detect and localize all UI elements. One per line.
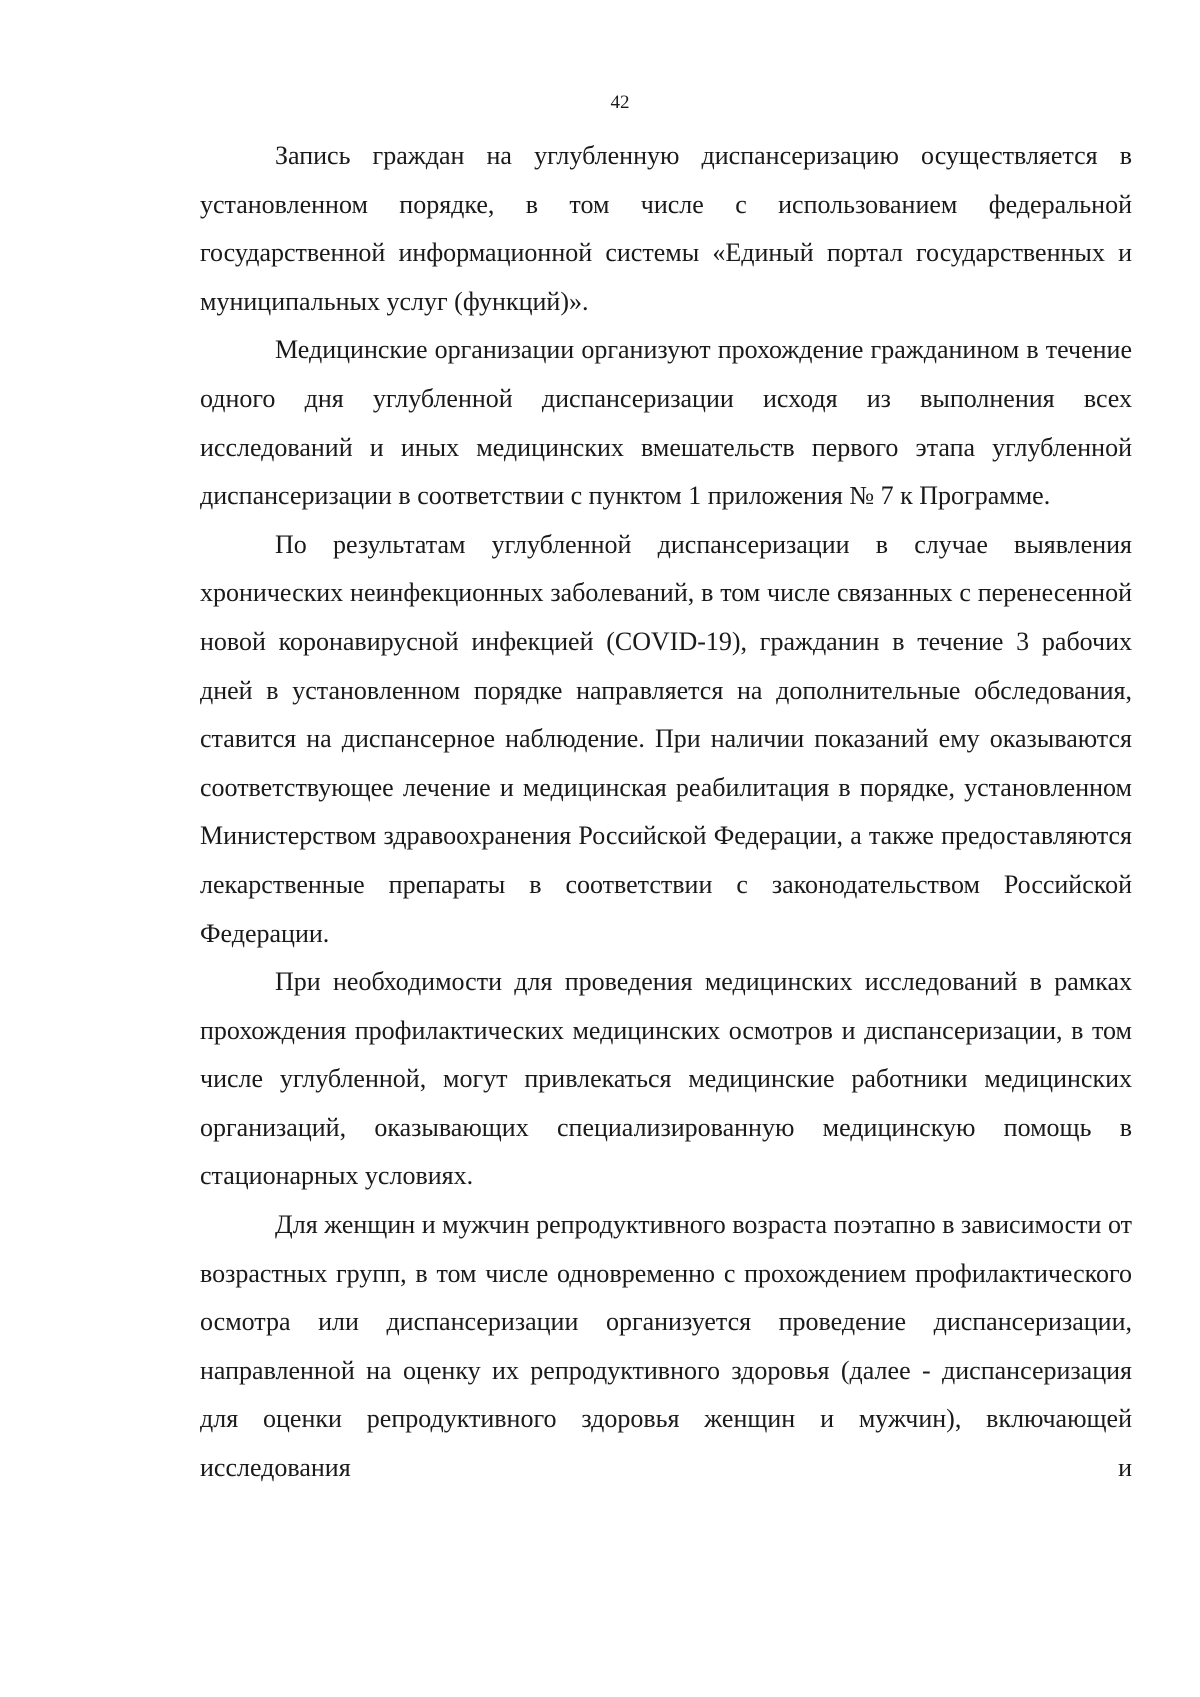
document-body <box>200 132 1132 1493</box>
paragraph-registration: Запись граждан на углубленную диспансеризацию осуществляется в установленном порядке, в том числе с использованием федеральной государственной информационной системы «Единый портал государственных и муниципальных услуг (функций)». <box>200 141 1132 316</box>
paragraph-results-followup: По результатам углубленной диспансеризации в случае выявления хронических неинфекционных заболеваний, в том числе связанных с перенесенной новой коронавирусной инфекцией (COVID-19), гражданин в течение 3 рабочих дней в установленном порядке направляется на дополнительные обследования, ставится на диспансерное наблюдение. При наличии показаний ему оказываются соответствующее лечение и медицинская реабилитация в порядке, установленном Министерством здравоохранения Российской Федерации, а также предоставляются лекарственные препараты в соответствии с законодательством Российской Федерации. <box>200 529 1132 948</box>
paragraph-reproductive-health: Для женщин и мужчин репродуктивного возраста поэтапно в зависимости от возрастных групп, в том числе одновременно с прохождением профилактического осмотра или диспансеризации организуется проведение диспансеризации, направленной на оценку их репродуктивного здоровья (далее - диспансеризация для оценки репродуктивного здоровья женщин и мужчин), включающей исследования и <box>200 1210 1132 1483</box>
paragraph-specialist-involvement: При необходимости для проведения медицинских исследований в рамках прохождения профилактических медицинских осмотров и диспансеризации, в том числе углубленной, могут привлекаться медицинские работники медицинских организаций, оказывающих специализированную медицинскую помощь в стационарных условиях. <box>200 967 1132 1191</box>
paragraph-one-day-examination: Медицинские организации организуют прохождение гражданином в течение одного дня углубленной диспансеризации исходя из выполнения всех исследований и иных медицинских вмешательств первого этапа углубленной диспансеризации в соответствии с пунктом 1 приложения № 7 к Программе. <box>200 335 1132 511</box>
page-number: 42 <box>610 92 630 113</box>
